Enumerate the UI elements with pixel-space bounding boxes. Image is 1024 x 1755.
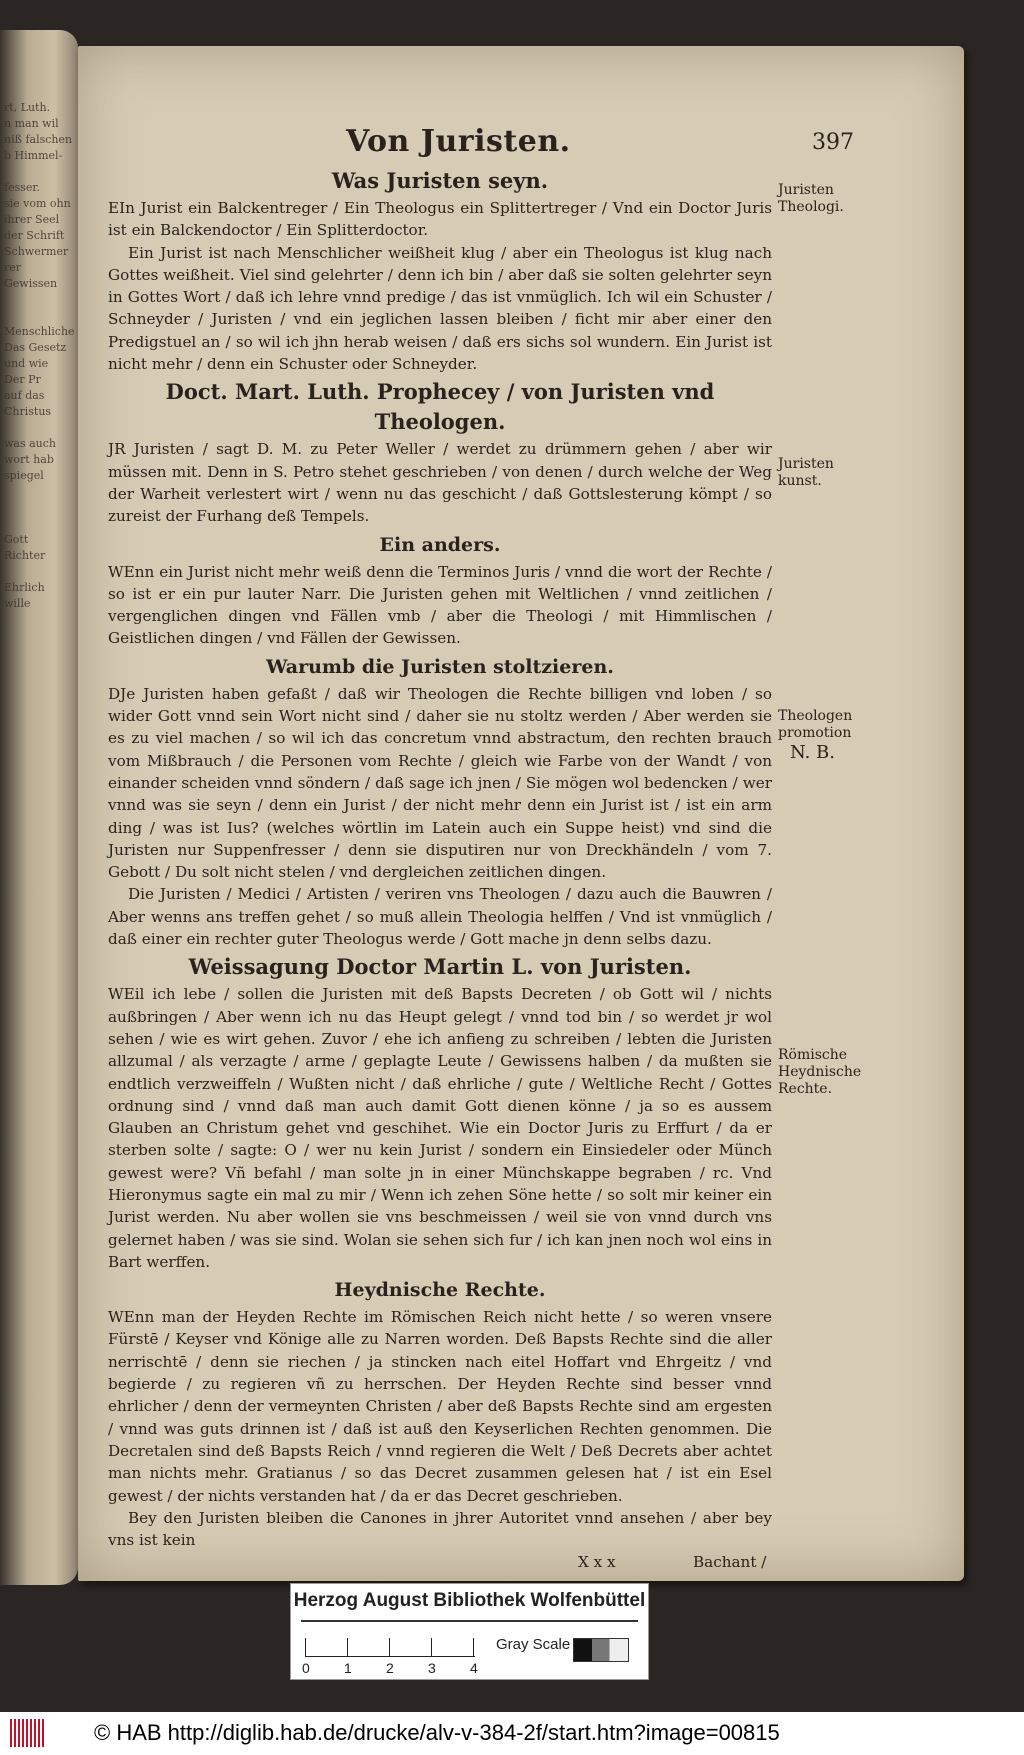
ruler-tick: 3 (428, 1660, 436, 1676)
catchword: Bachant / (693, 1553, 767, 1572)
grayscale-label: Gray Scale (496, 1636, 571, 1653)
signature-line (108, 1551, 772, 1575)
ruler-tick: 1 (344, 1660, 352, 1676)
running-head: Von Juristen. (346, 124, 571, 159)
section-heading: Was Juristen seyn. (331, 168, 549, 193)
paragraph: Ein Jurist ist nach Menschlicher weißheit klug / aber ein Theologus ist klug nach Gottes weißheit. Viel sind gelehrter / denn ich bin / aber daß sie solten gelehrter seyn in Gottes Wort / daß ich lehre vnnd predige / das ist vnmüglich. Ich wil ein Schuster / Schneyder / Juristen / vnd ein jeglichen lassen bleiben / ficht mir aber einer den Predigstuel an / so wil ich jhn herab weisen / daß ers sichs sol wundern. Ein Jurist ist nicht mehr / denn ein Schuster oder Schneyder. (108, 243, 772, 374)
paragraph: WEnn ein Jurist nicht mehr weiß denn die Terminos Juris / vnnd die wort der Rechte / so ist er ein pur lauter Narr. Die Juristen gehen mit Weltlichen / vnnd zeitlichen / vergenglichen dingen vnd Fällen vmb / aber die Theologi / mit Himmlischen / Geistlichen dingen / vnd Fällen der Gewissen. (108, 562, 772, 648)
margin-note: Juristen Theologi. (778, 182, 844, 215)
section-heading: Warumb die Juristen stoltzieren. (266, 655, 614, 678)
grayscale-swatch (573, 1638, 629, 1662)
section-ein-anders (108, 530, 772, 650)
section-stoltzieren (108, 652, 772, 951)
hab-logo-icon (10, 1719, 44, 1747)
paragraph: WEnn man der Heyden Rechte im Römischen Reich nicht hette / so weren vnsere Fürstē / Keyser vnd Könige alle zu Narren worden. Deß Bapsts Rechte sind die aller nerrischtē / denn sie riechen / ja stincken nach eitel Hoffart vnd Ehrgeitz / vnd begierde / zu regieren vñ zu herrschen. Der Heyden Rechte sind besser vnnd ehrlicher / denn der vermeynten Christen / aber deß Bapsts Rechte sind am ergesten / vnnd was guts drinnen ist / daß ist auß den Keyserlichen Rechten genommen. Die Decretalen sind deß Bapsts Reich / vnnd regieren die Welt / Deß Decrets aber achtet man nichts mehr. Gratianus / so das Decret zusammen gelesen hat / ist ein Esel gewest / der nichts verstanden hat / da er das Decret geschrieben. (108, 1308, 772, 1505)
paragraph: JR Juristen / sagt D. M. zu Peter Weller / werdet zu drümmern gehen / aber wir müssen mit. Denn in S. Petro stehet geschrieben / von denen / durch welche der Weg der Warheit verlestert wirt / wenn nu das geschicht / daß Gottslesterung kömpt / so zureist der Furhang deß Tempels. (108, 440, 772, 526)
left-page-edge (0, 30, 78, 1585)
divider (301, 1620, 638, 1622)
section-heading: Ein anders. (379, 533, 501, 556)
signature-mark: X x x (578, 1553, 616, 1572)
paragraph: WEil ich lebe / sollen die Juristen mit deß Bapsts Decreten / ob Gott wil / nichts außbringen / Aber wenn ich nu das Heupt gelegt / vnnd tod bin / so werdet jr wol sehen / wie es wirt gehen. Zuvor / ehe ich anfieng zu schreiben / lebten die Juristen allzumal / als verzagte / arme / geplagte Leute / Gewissens halben / da mußten sie endtlich verzweiffeln / Wußten nicht / daß ehrliche / gute / Weltliche Recht / Gottes ordnung sind / vnnd daß man auch damit Gott dienen könne / ja so es aussem Glauben an Christum gehet vnd geschihet. Wie ein Doctor Juris zu Erffurt / da er sterben solte / sagte: O / wer nu kein Jurist / sondern ein Einsiedeler oder Münch gewest were? Vñ befahl / man solte jn in einer Münchskappe begraben / rc. Vnd Hieronymus sagte ein mal zu mir / Wenn ich zehen Söne hette / so solt mir keiner ein Jurist werden. Nu aber wollen sie vns beschmeissen / weil sie von vnnd durch vns gelernet haben / was sie sind. Wolan sie sehen sich fur / ich kan jnen noch wol eins in Bart werffen. (108, 985, 772, 1271)
book-page (78, 46, 964, 1581)
ruler-tick: 2 (386, 1660, 394, 1676)
section-prophecey (108, 377, 772, 527)
page-number: 397 (812, 130, 854, 155)
section-weissagung (108, 952, 772, 1273)
section-heading: Heydnische Rechte. (334, 1279, 546, 1302)
copyright-url: © HAB http://diglib.hab.de/drucke/alv-v-384-2f/start.htm?image=00815 (94, 1720, 780, 1745)
margin-note: Theologen promotion (778, 708, 853, 741)
paragraph: Bey den Juristen bleiben die Canones in jhrer Autoritet vnnd ansehen / aber bey vns ist kein (108, 1508, 772, 1550)
library-name: Herzog August Bibliothek Wolfenbüttel (293, 1590, 646, 1611)
section-heading: Doct. Mart. Luth. Prophecey / von Juristen vnd Theologen. (165, 379, 715, 435)
footer-bar (0, 1712, 1024, 1755)
margin-note: Römische Heydnische Rechte. (778, 1047, 862, 1097)
ruler (305, 1636, 475, 1657)
paragraph: DJe Juristen haben gefaßt / daß wir Theologen die Rechte billigen vnd loben / so wider Gott vnnd sein Wort nicht sind / daher sie nu stoltz werden / Aber werden sie es zu viel machen / so wil ich das concretum vnnd abstractum, den rechten brauch vom Mißbrauch / die Personen vom Rechte / gleich wie Farbe von der Wandt / von einander scheiden vnnd söndern / daß sage ich jnen / Sie mögen wol bedencken / wer vnnd was sie seyn / denn ein Jurist / der nicht mehr denn ein Jurist ist / ist ein arm ding / was ist Ius? (welches wörtlin im Latein auch ein Suppe heist) vnd sind die Juristen nur Suppenfresser / denn sie disputiren nur von Dreckhändeln / vom 7. Gebott / Du solt nicht stelen / vnd dergleichen zeitlichen dingen. (108, 684, 772, 882)
margin-note-nb: N. B. (790, 742, 835, 763)
section-was-juristen (108, 166, 772, 375)
paragraph: EIn Jurist ein Balckentreger / Ein Theologus ein Splittertreger / Vnd ein Doctor Juris ist ein Balckendoctor / Ein Splitterdoctor. (108, 199, 772, 240)
paragraph: Die Juristen / Medici / Artisten / veriren vns Theologen / dazu auch die Bauwren / Aber wenns ans treffen gehet / so muß allein Theologia helffen / Vnd ist vnmüglich / daß einer ein rechter guter Theologus werde / Gott mache jn denn selbs dazu. (108, 885, 772, 949)
section-heading: Weissagung Doctor Martin L. von Juristen. (188, 954, 692, 980)
color-scale-card (290, 1583, 649, 1680)
ruler-tick: 0 (302, 1660, 310, 1676)
page-body (108, 164, 772, 1575)
left-page-text: rt, Luth. n man wil niß falschen b Himmel- fesser. sie vom ohn ihrer Seel der Schrift Schwermer rer Gewissen Menschliche Das Gesetz und wie Der Pr auf das Christus was auch wort hab spiegel Gott Richter Ehrlich wille (4, 101, 75, 610)
ruler-tick: 4 (470, 1660, 478, 1676)
margin-note: Juristen kunst. (778, 456, 834, 489)
section-heydnische-rechte (108, 1275, 772, 1551)
